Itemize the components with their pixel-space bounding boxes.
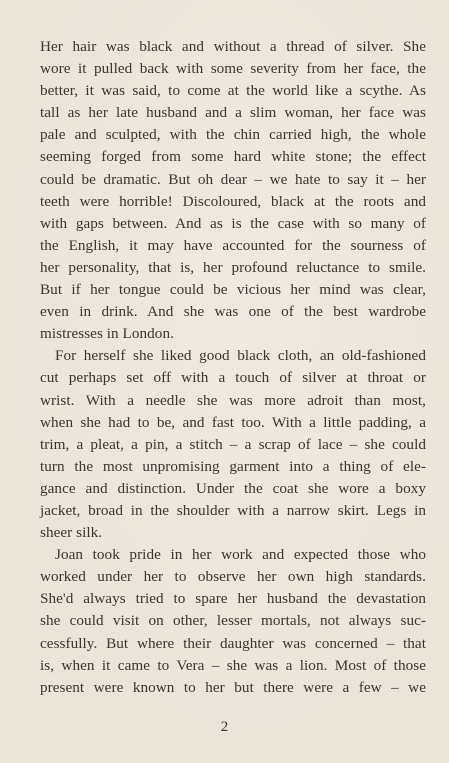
text-line: seeming forged from some hard white stone; the effect [40,148,426,166]
text-line: tall as her late husband and a slim woman, her face was [40,104,426,122]
text-line: gance and distinction. Under the coat she wore a boxy [40,479,426,497]
text-line: wrist. With a needle she was more adroit than most, [40,391,426,409]
text-line: cessfully. But where their daughter was concerned – that [40,634,426,652]
text-line: trim, a pleat, a pin, a stitch – a scrap of lace – she could [40,435,426,453]
text-line: But if her tongue could be vicious her mind was clear, [40,281,426,299]
text-line: with gaps between. And as is the case with so many of [40,214,426,232]
text-line: turn the most unpromising garment into a thing of ele- [40,457,426,475]
text-line: sheer silk. [40,524,103,542]
text-line: teeth were horrible! Discoloured, black at the roots and [40,192,426,210]
text-line: wore it pulled back with some severity from her face, the [40,60,426,78]
page-number: 2 [220,719,229,735]
paragraph-2 [40,345,426,544]
text-line: she could visit on other, lesser mortals, not always suc- [40,612,426,630]
text-line: could be dramatic. But oh dear – we hate to say it – her [40,170,426,188]
text-line: pale and sculpted, with the chin carried high, the whole [40,126,426,144]
text-line: jacket, broad in the shoulder with a narrow skirt. Legs in [40,501,426,519]
text-line: her personality, that is, her profound reluctance to smile. [40,258,426,276]
text-line: the English, it may have accounted for the sourness of [40,236,426,254]
text-line: She'd always tried to spare her husband the devastation [40,590,426,608]
text-line: is, when it came to Vera – she was a lion. Most of those [40,656,426,674]
text-line: even in drink. And she was one of the best wardrobe [40,303,426,321]
paragraph-3 [40,544,426,699]
text-line: cut perhaps set off with a touch of silver at throat or [40,369,426,387]
text-line: better, it was said, to come at the world like a scythe. As [40,82,426,100]
text-line: mistresses in London. [40,325,174,343]
text-line: present were known to her but there were a few – we [40,678,426,696]
text-line: worked under her to observe her own high standards. [40,568,426,586]
text-line: when she had to be, and fast too. With a little padding, a [40,413,426,431]
paragraph-1 [40,36,426,345]
text-line: Joan took pride in her work and expected those who [55,546,426,564]
text-line: Her hair was black and without a thread of silver. She [40,38,426,55]
body-text [40,36,426,699]
text-line: For herself she liked good black cloth, an old-fashioned [55,347,426,365]
